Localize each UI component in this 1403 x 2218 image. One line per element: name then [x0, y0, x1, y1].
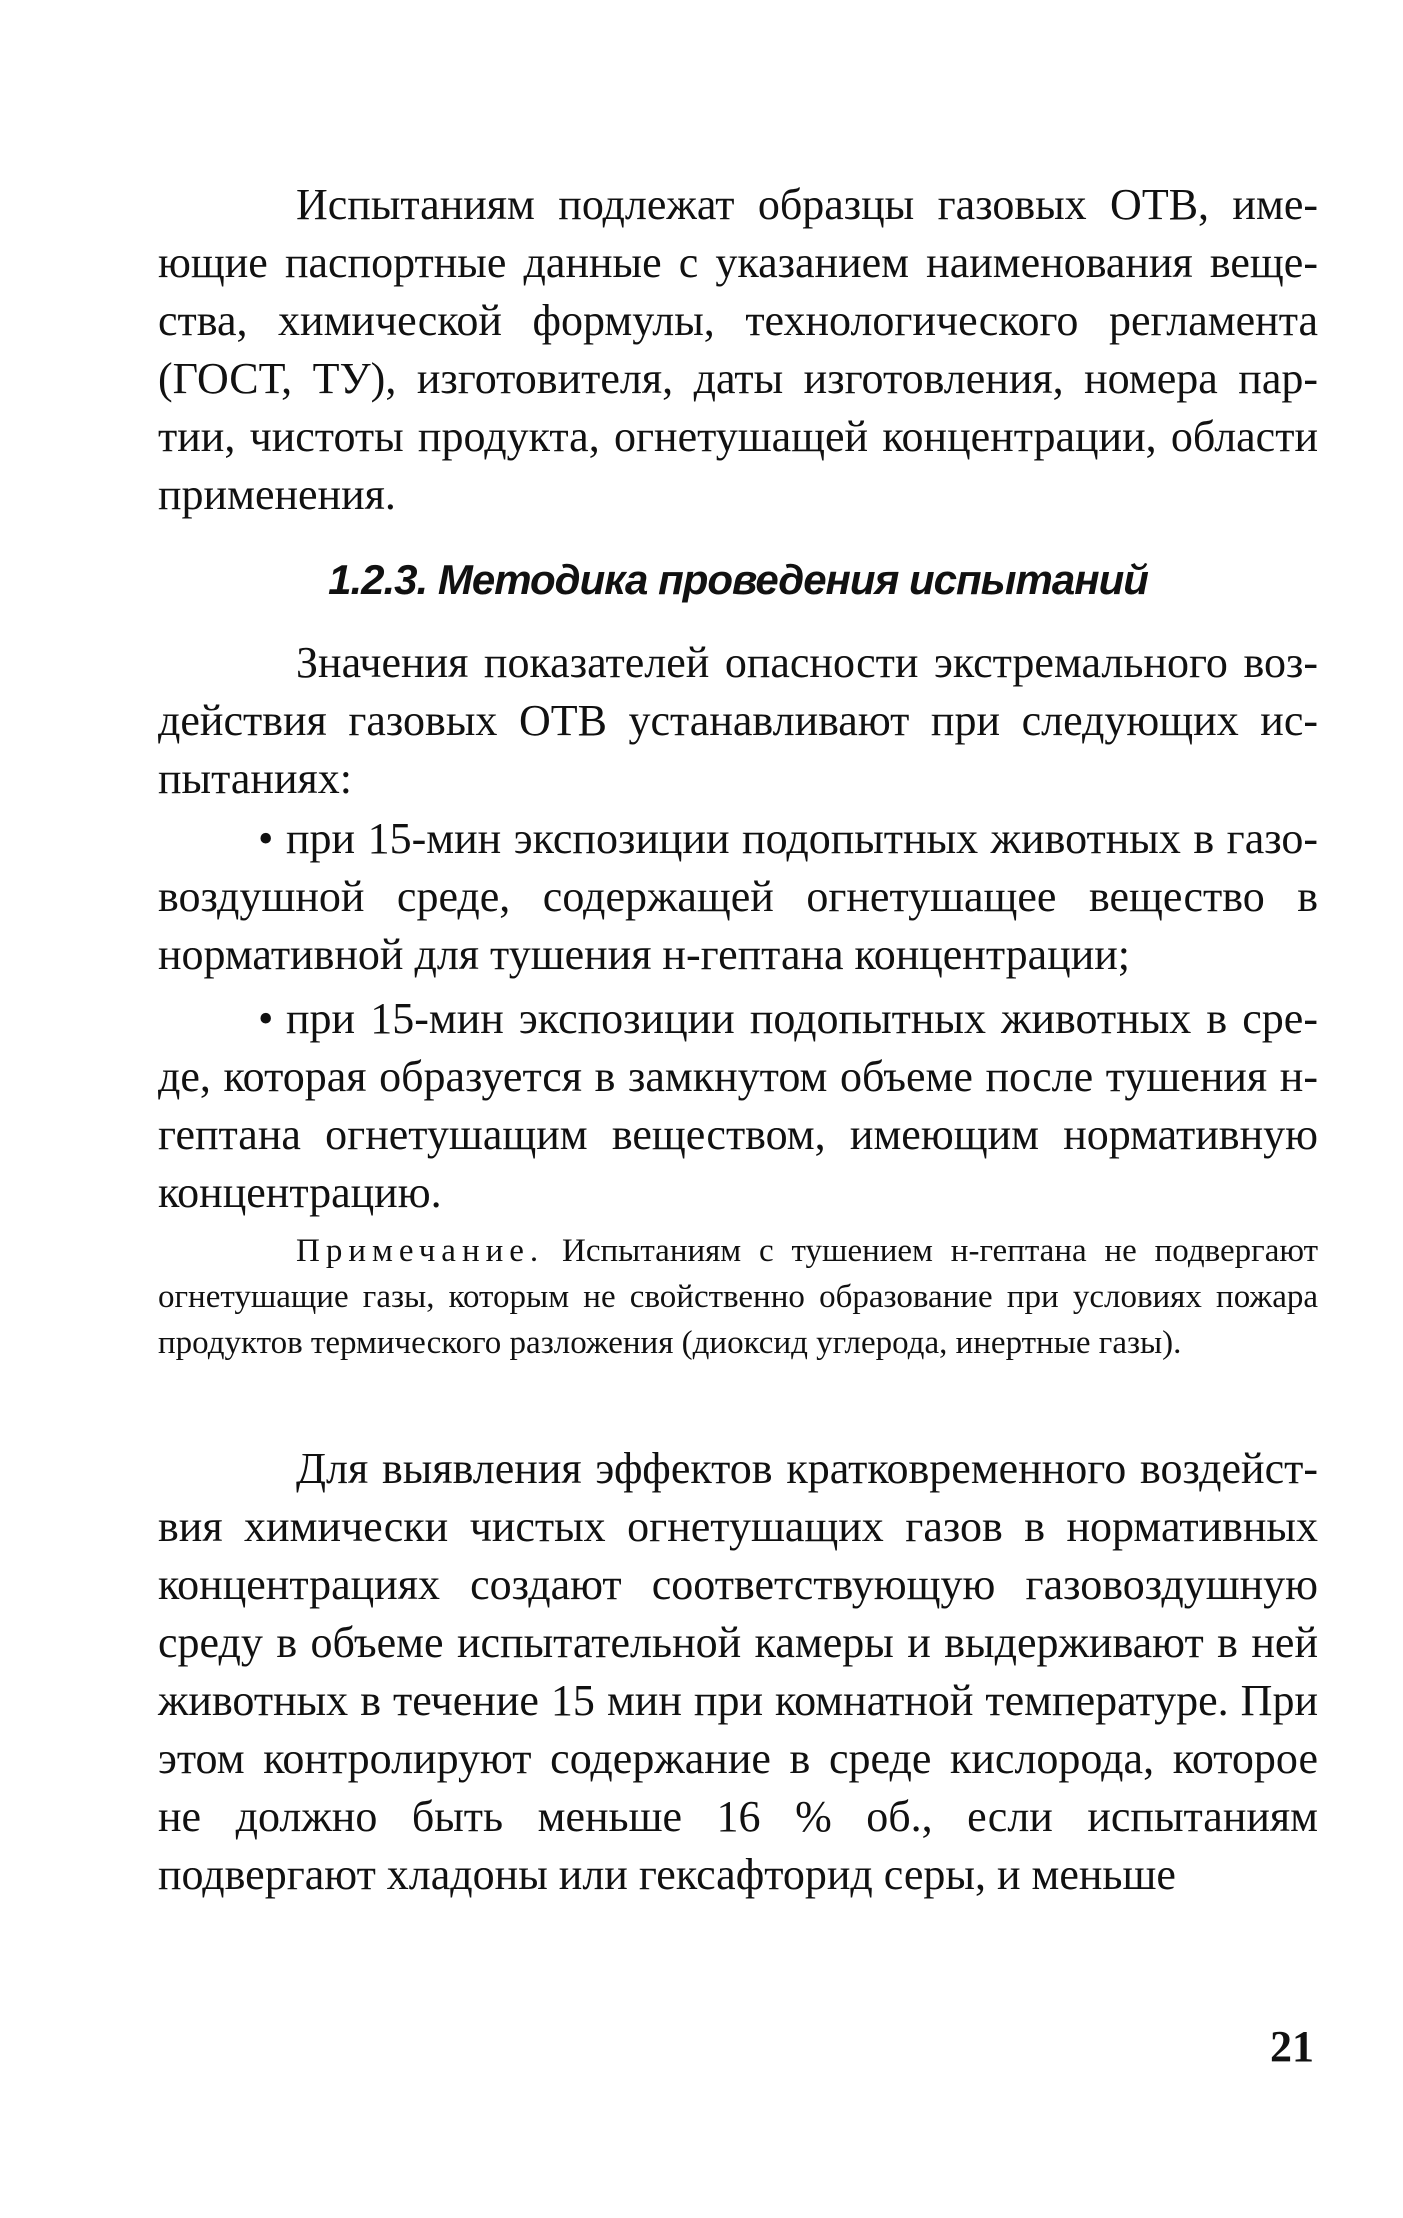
paragraph-short-term-effects: Для выявления эффектов кратковременного воздействия химически чистых огнетушащих газов в нормативных концентрациях создают соответствующую газовоздушную среду в объеме испытательной камеры и выдерживают в ней животных в течение 15 мин при комнатной температуре. При этом контролируют содержание в среде кислорода, которое не должно быть меньше 16 % об., если испытаниям подвергают хладоны или гексафторид серы, и меньше: [158, 1444, 1318, 1899]
note: [158, 1228, 1318, 1366]
paragraph-test-samples: Испытаниям подлежат образцы газовых ОТВ, имеющие паспортные данные с указанием наименования вещества, химической формулы, технологического регламента (ГОСТ, ТУ), изготовителя, даты изготовления, номера партии, чистоты продукта, огнетушащей концентрации, области применения.: [158, 180, 1318, 519]
page-number: 21: [1270, 2022, 1314, 2071]
bullet-item-1-text: при 15-мин экспозиции подопытных животных в газовоздушной среде, содержащей огнетушащее вещество в нормативной для тушения н-гептана концентрации;: [158, 814, 1318, 979]
bullet-icon: •: [258, 994, 274, 1043]
bullet-item-1: [158, 810, 1318, 984]
note-label: Примечание.: [296, 1233, 545, 1269]
section-heading: 1.2.3. Методика проведения испытаний: [328, 556, 1148, 603]
bullet-item-2: [158, 990, 1318, 1222]
note-text: Испытаниям с тушением н-гептана не подвергают огнетушащие газы, которым не свойственно образование при условиях пожара продуктов термического разложения (диоксид углерода, инертные газы).: [158, 1233, 1319, 1361]
bullet-item-2-text: при 15-мин экспозиции подопытных животных в среде, которая образуется в замкнутом объеме после тушения н-гептана огнетушащим веществом, имеющим нормативную концентрацию.: [158, 994, 1318, 1217]
paragraph-hazard-indicators: Значения показателей опасности экстремального воздействия газовых ОТВ устанавливают при следующих испытаниях:: [158, 638, 1318, 803]
bullet-icon: •: [258, 814, 274, 863]
